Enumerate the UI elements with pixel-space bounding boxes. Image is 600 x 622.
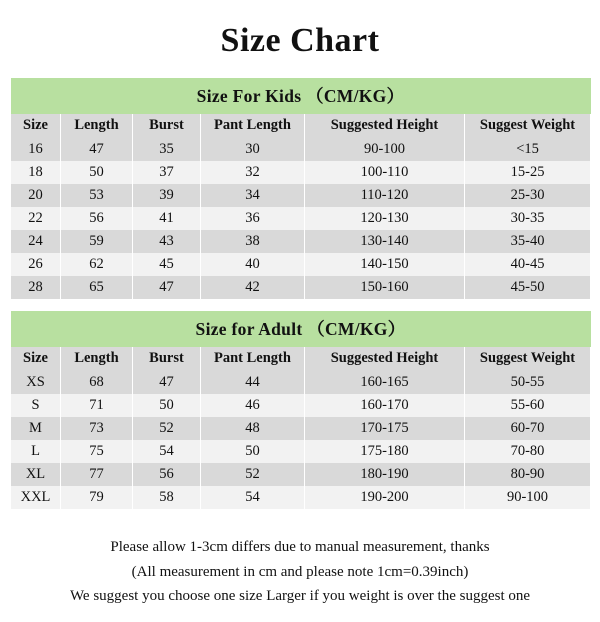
table-spacer xyxy=(10,299,590,311)
column-header-suggested-height: Suggested Height xyxy=(305,114,465,138)
cell-length: 73 xyxy=(61,417,133,440)
cell-pant-length: 30 xyxy=(201,138,305,161)
table-row xyxy=(11,253,591,276)
cell-burst: 43 xyxy=(133,230,201,253)
cell-size: 24 xyxy=(11,230,61,253)
cell-suggest-weight: 15-25 xyxy=(465,161,591,184)
column-header-pant-length: Pant Length xyxy=(201,347,305,371)
cell-size: 28 xyxy=(11,276,61,299)
cell-size: 22 xyxy=(11,207,61,230)
table-row xyxy=(11,184,591,207)
column-header-length: Length xyxy=(61,347,133,371)
cell-burst: 39 xyxy=(133,184,201,207)
cell-suggested-height: 140-150 xyxy=(305,253,465,276)
cell-pant-length: 54 xyxy=(201,486,305,509)
cell-suggest-weight: 55-60 xyxy=(465,394,591,417)
column-header-pant-length: Pant Length xyxy=(201,114,305,138)
cell-suggested-height: 120-130 xyxy=(305,207,465,230)
cell-pant-length: 40 xyxy=(201,253,305,276)
cell-size: M xyxy=(11,417,61,440)
cell-suggested-height: 90-100 xyxy=(305,138,465,161)
cell-pant-length: 42 xyxy=(201,276,305,299)
cell-suggested-height: 175-180 xyxy=(305,440,465,463)
cell-pant-length: 52 xyxy=(201,463,305,486)
cell-size: XS xyxy=(11,371,61,394)
table-row xyxy=(11,230,591,253)
cell-suggest-weight: 40-45 xyxy=(465,253,591,276)
cell-size: 16 xyxy=(11,138,61,161)
cell-length: 47 xyxy=(61,138,133,161)
column-header-suggest-weight: Suggest Weight xyxy=(465,114,591,138)
cell-burst: 45 xyxy=(133,253,201,276)
cell-size: 26 xyxy=(11,253,61,276)
cell-suggest-weight: 60-70 xyxy=(465,417,591,440)
cell-pant-length: 38 xyxy=(201,230,305,253)
note-line-3: We suggest you choose one size Larger if you weight is over the suggest one xyxy=(69,588,531,604)
adult-table-header-row xyxy=(11,347,591,371)
table-row xyxy=(11,138,591,161)
adult-size-table xyxy=(10,311,591,509)
cell-suggested-height: 160-165 xyxy=(305,371,465,394)
cell-suggested-height: 180-190 xyxy=(305,463,465,486)
cell-pant-length: 48 xyxy=(201,417,305,440)
cell-pant-length: 44 xyxy=(201,371,305,394)
cell-length: 62 xyxy=(61,253,133,276)
cell-length: 59 xyxy=(61,230,133,253)
column-header-size: Size xyxy=(11,114,61,138)
kids-table-band-label: Size For Kids （CM/KG） xyxy=(11,78,591,114)
table-row xyxy=(11,207,591,230)
cell-suggested-height: 150-160 xyxy=(305,276,465,299)
cell-length: 50 xyxy=(61,161,133,184)
kids-size-table xyxy=(10,78,591,299)
column-header-size: Size xyxy=(11,347,61,371)
cell-burst: 47 xyxy=(133,276,201,299)
notes-section xyxy=(10,535,590,609)
cell-length: 75 xyxy=(61,440,133,463)
cell-size: XL xyxy=(11,463,61,486)
table-row xyxy=(11,161,591,184)
cell-suggested-height: 100-110 xyxy=(305,161,465,184)
cell-suggested-height: 170-175 xyxy=(305,417,465,440)
cell-burst: 50 xyxy=(133,394,201,417)
cell-size: 20 xyxy=(11,184,61,207)
cell-suggest-weight: 35-40 xyxy=(465,230,591,253)
cell-suggested-height: 190-200 xyxy=(305,486,465,509)
column-header-burst: Burst xyxy=(133,114,201,138)
cell-burst: 41 xyxy=(133,207,201,230)
cell-length: 53 xyxy=(61,184,133,207)
cell-suggest-weight: 80-90 xyxy=(465,463,591,486)
cell-suggest-weight: 45-50 xyxy=(465,276,591,299)
cell-size: L xyxy=(11,440,61,463)
table-row xyxy=(11,417,591,440)
cell-length: 77 xyxy=(61,463,133,486)
column-header-length: Length xyxy=(61,114,133,138)
note-line-1: Please allow 1-3cm differs due to manual measurement, thanks xyxy=(110,539,490,555)
cell-pant-length: 32 xyxy=(201,161,305,184)
table-row xyxy=(11,394,591,417)
cell-burst: 47 xyxy=(133,371,201,394)
cell-pant-length: 36 xyxy=(201,207,305,230)
kids-table-header-row xyxy=(11,114,591,138)
cell-burst: 56 xyxy=(133,463,201,486)
cell-suggest-weight: 70-80 xyxy=(465,440,591,463)
adult-table-band xyxy=(11,311,591,347)
adult-table-band-label: Size for Adult （CM/KG） xyxy=(11,311,591,347)
cell-length: 71 xyxy=(61,394,133,417)
cell-size: 18 xyxy=(11,161,61,184)
cell-burst: 35 xyxy=(133,138,201,161)
cell-length: 65 xyxy=(61,276,133,299)
cell-burst: 54 xyxy=(133,440,201,463)
cell-suggest-weight: 50-55 xyxy=(465,371,591,394)
column-header-burst: Burst xyxy=(133,347,201,371)
cell-burst: 58 xyxy=(133,486,201,509)
cell-suggest-weight: 90-100 xyxy=(465,486,591,509)
size-chart-page xyxy=(0,22,600,622)
cell-burst: 52 xyxy=(133,417,201,440)
table-row xyxy=(11,371,591,394)
table-row xyxy=(11,486,591,509)
cell-length: 68 xyxy=(61,371,133,394)
cell-length: 56 xyxy=(61,207,133,230)
table-row xyxy=(11,276,591,299)
cell-size: XXL xyxy=(11,486,61,509)
cell-suggested-height: 130-140 xyxy=(305,230,465,253)
note-line-2: (All measurement in cm and please note 1cm=0.39inch) xyxy=(131,563,469,580)
cell-suggest-weight: 25-30 xyxy=(465,184,591,207)
table-row xyxy=(11,440,591,463)
cell-suggested-height: 160-170 xyxy=(305,394,465,417)
column-header-suggest-weight: Suggest Weight xyxy=(465,347,591,371)
cell-length: 79 xyxy=(61,486,133,509)
cell-suggest-weight: <15 xyxy=(465,138,591,161)
cell-burst: 37 xyxy=(133,161,201,184)
cell-pant-length: 50 xyxy=(201,440,305,463)
page-title: Size Chart xyxy=(220,22,380,59)
kids-table-band xyxy=(11,78,591,114)
cell-size: S xyxy=(11,394,61,417)
cell-pant-length: 34 xyxy=(201,184,305,207)
column-header-suggested-height: Suggested Height xyxy=(305,347,465,371)
table-row xyxy=(11,463,591,486)
cell-pant-length: 46 xyxy=(201,394,305,417)
cell-suggested-height: 110-120 xyxy=(305,184,465,207)
cell-suggest-weight: 30-35 xyxy=(465,207,591,230)
